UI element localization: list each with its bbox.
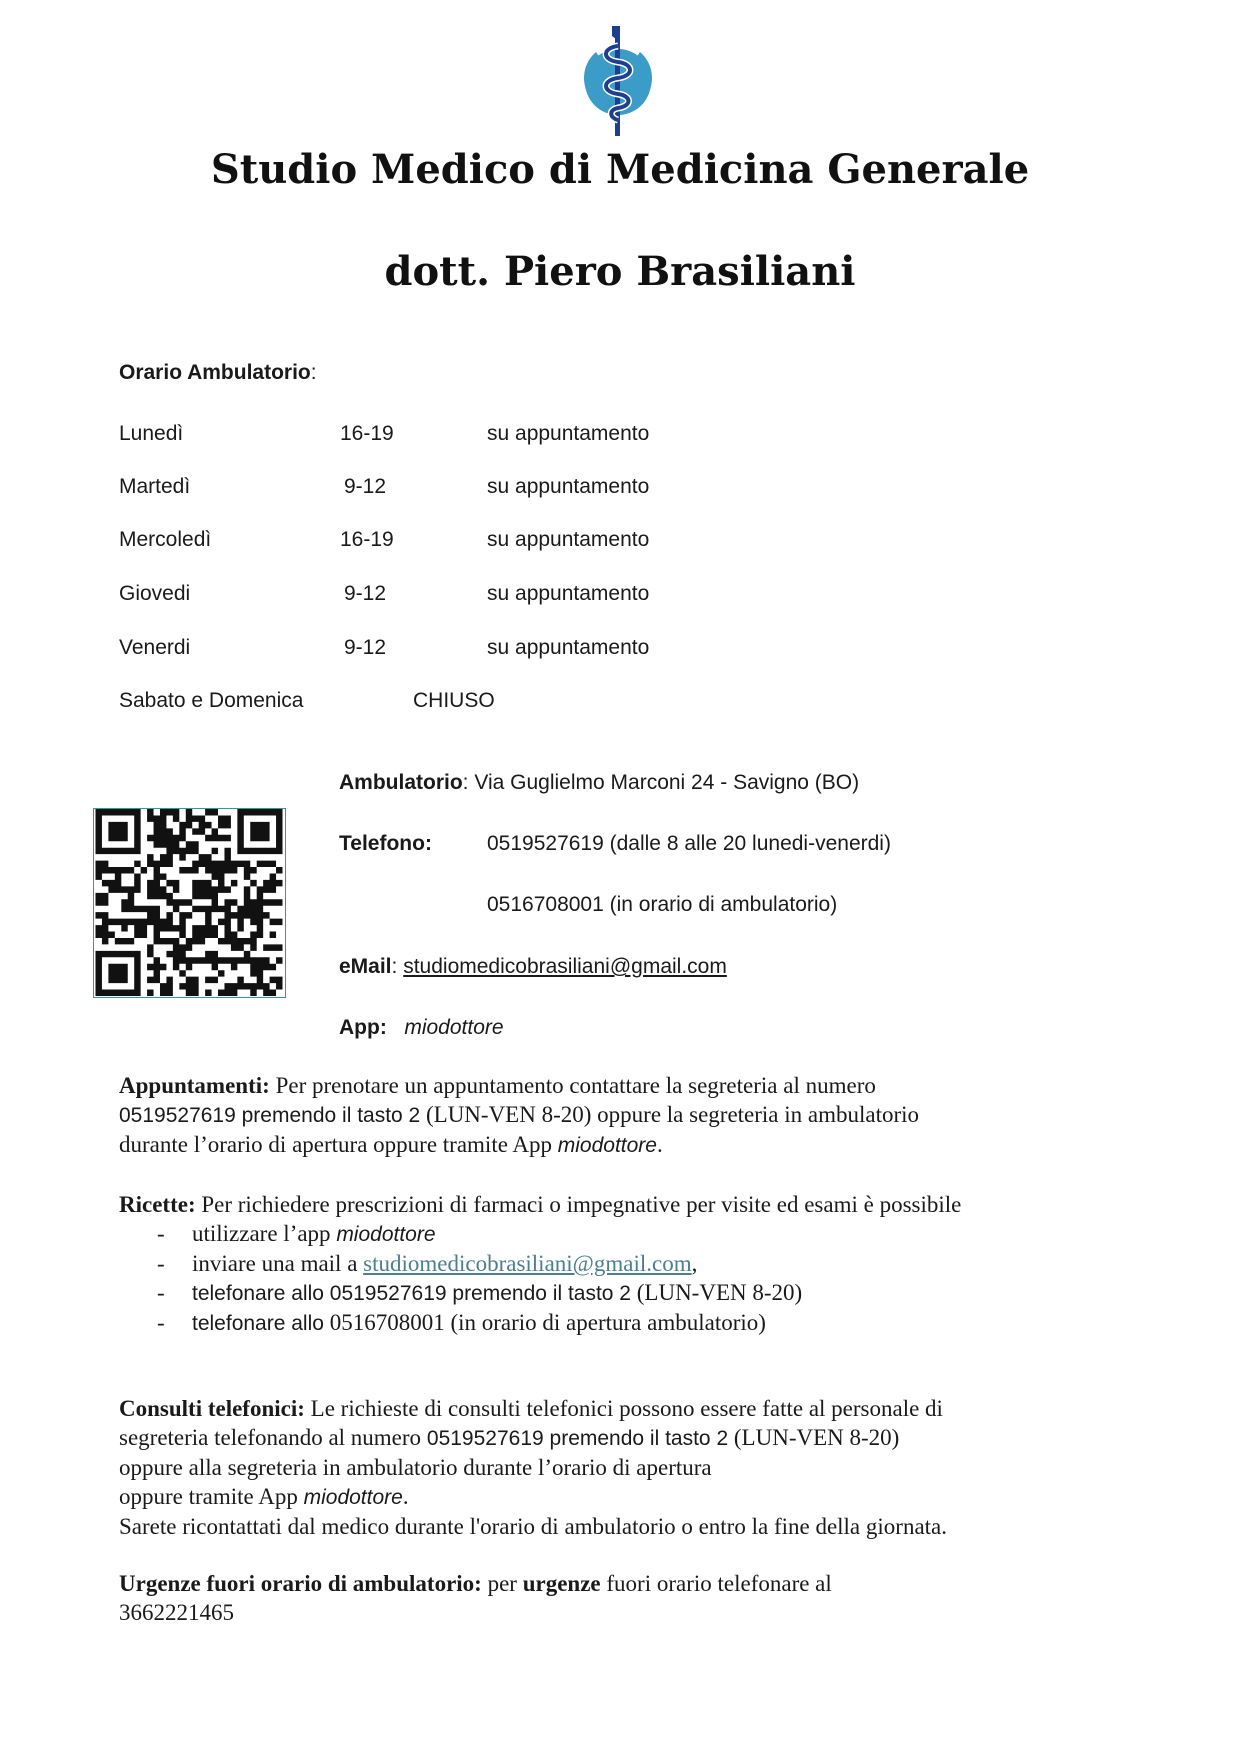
note: su appuntamento	[487, 636, 650, 659]
phone-2[interactable]: 0516708001 (in orario di ambulatorio)	[487, 893, 838, 916]
email-link[interactable]: studiomedicobrasiliani@gmail.com	[403, 955, 727, 978]
day: Sabato e Domenica	[119, 689, 304, 712]
urgenze-section: Urgenze fuori orario di ambulatorio: per urgenze fuori orario telefonare al 3662221465	[119, 1571, 832, 1625]
hours: 9-12	[344, 636, 387, 659]
day: Mercoledì	[119, 528, 212, 551]
day: Giovedi	[119, 582, 191, 605]
status: CHIUSO	[413, 689, 495, 712]
appuntamenti-section: Appuntamenti: Per prenotare un appuntamento contattare la segreteria al numero 0519527619 premendo il tasto 2 (LUN-VEN 8-20) oppure la segreteria in ambulatorio durante l’orario di apertura oppure tramite App miodottore.	[119, 1073, 920, 1157]
list-item: - telefonare allo 0516708001 (in orario di apertura ambulatorio)	[157, 1310, 766, 1335]
day: Martedì	[119, 475, 191, 498]
day: Venerdi	[119, 636, 191, 659]
hours: 16-19	[340, 422, 394, 445]
list-item: - inviare una mail a studiomedicobrasiliani@gmail.com,	[157, 1251, 698, 1276]
phone-label: Telefono:	[339, 832, 432, 855]
note: su appuntamento	[487, 582, 650, 605]
doctor-name: dott. Piero Brasiliani	[384, 248, 856, 295]
ricette-section: Ricette: Per richiedere prescrizioni di farmaci o impegnative per visite ed esami è possibile - utilizzare l’app miodottore - inviare una mail a studiomedicobrasiliani@gmail.com, - telefonare allo 0519527619 premendo il tasto 2 (LUN-VEN 8-20) - telefonare allo 0516708001 (in orario di apertura ambulatorio)	[119, 1190, 1059, 1338]
list-item: - utilizzare l’app miodottore	[157, 1221, 436, 1246]
schedule-heading: Orario Ambulatorio:	[119, 361, 317, 384]
consulti-section: Consulti telefonici: Le richieste di consulti telefonici possono essere fatte al personale di segreteria telefonando al numero 0519527619 premendo il tasto 2 (LUN-VEN 8-20) oppure alla segreteria in ambulatorio durante l’orario di apertura oppure tramite App miodottore. Sarete ricontattati dal medico durante l'orario di ambulatorio o entro la fine della giornata.	[119, 1396, 947, 1539]
qr-code-icon	[94, 809, 284, 996]
hours: 9-12	[344, 582, 387, 605]
hours: 16-19	[340, 528, 394, 551]
app-name: miodottore	[404, 1016, 504, 1039]
note: su appuntamento	[487, 422, 650, 445]
note: su appuntamento	[487, 528, 650, 551]
qr-code[interactable]	[93, 808, 286, 998]
ricette-list	[119, 1219, 1059, 1338]
phone-1[interactable]: 0519527619 (dalle 8 alle 20 lunedi-venerdi)	[487, 832, 891, 855]
urgent-phone[interactable]: 3662221465	[119, 1600, 234, 1625]
list-item: - telefonare allo 0519527619 premendo il tasto 2 (LUN-VEN 8-20)	[157, 1280, 803, 1305]
email-link[interactable]: studiomedicobrasiliani@gmail.com	[363, 1251, 692, 1276]
note: su appuntamento	[487, 475, 650, 498]
hours: 9-12	[344, 475, 387, 498]
page-title: Studio Medico di Medicina Generale	[210, 146, 1030, 193]
address: Ambulatorio: Via Guglielmo Marconi 24 - Savigno (BO)	[339, 771, 860, 794]
app: App: miodottore	[339, 1016, 504, 1039]
email: eMail: studiomedicobrasiliani@gmail.com	[339, 955, 727, 978]
day: Lunedì	[119, 422, 184, 445]
rod-of-asclepius-icon	[582, 24, 654, 140]
